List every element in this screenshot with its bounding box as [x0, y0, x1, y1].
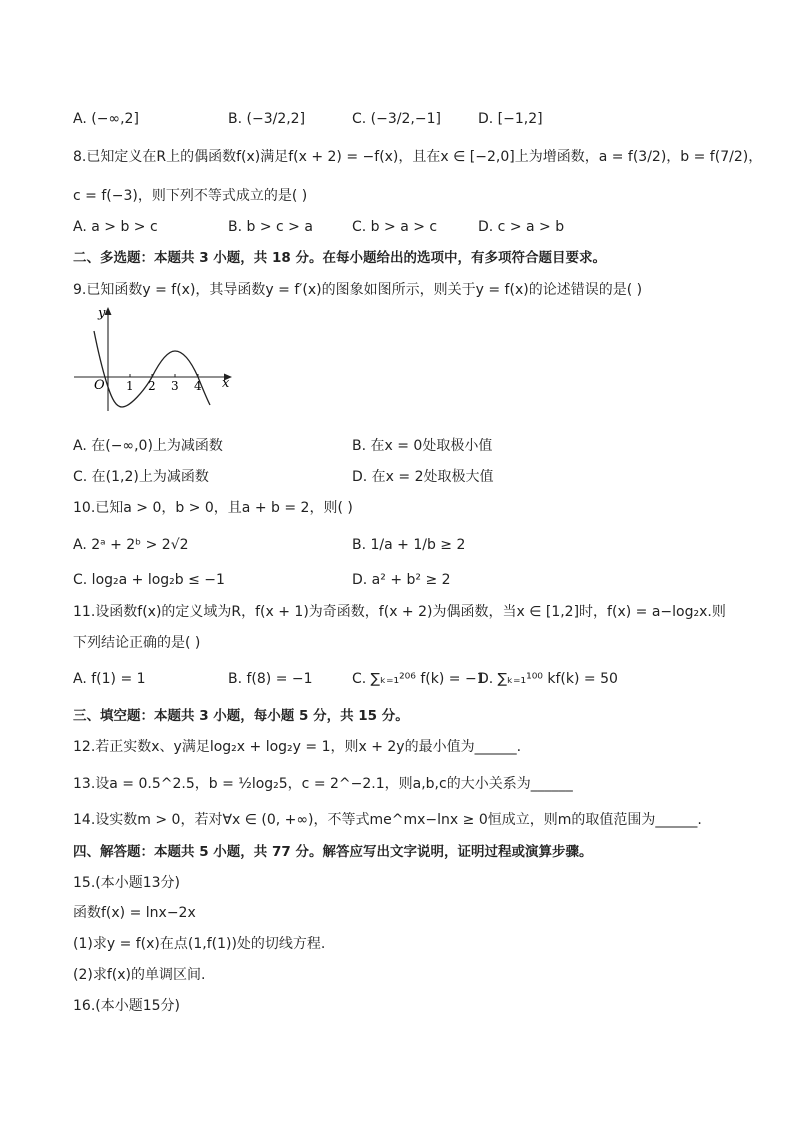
- q10-option-d: D. a² + b² ≥ 2: [352, 572, 451, 588]
- q8-stem-line2: c = f(−3)，则下列不等式成立的是( ): [73, 188, 308, 204]
- q13-stem: 13.设a = 0.5^2.5，b = ½log₂5，c = 2^−2.1，则a,b,c的大小关系为______: [73, 776, 573, 792]
- q9-option-d: D. 在x = 2处取极大值: [352, 469, 494, 485]
- section-heading-multiple-choice: 二、多选题：本题共 3 小题，共 18 分。在每小题给出的选项中，有多项符合题目要求。: [73, 250, 606, 266]
- q7-option-d: D. [−1,2]: [478, 111, 543, 127]
- q7-option-b: B. (−3/2,2]: [228, 111, 306, 127]
- y-axis-label: y: [98, 306, 106, 321]
- q11-stem-line1: 11.设函数f(x)的定义域为R，f(x + 1)为奇函数，f(x + 2)为偶函数，当x ∈ [1,2]时，f(x) = a−log₂x.则: [73, 604, 726, 620]
- q7-option-c: C. (−3/2,−1]: [352, 111, 441, 127]
- x-axis-label: x: [222, 376, 230, 391]
- q8-option-b: B. b > c > a: [228, 219, 313, 235]
- q11-option-b: B. f(8) = −1: [228, 671, 313, 687]
- q8-option-d: D. c > a > b: [478, 219, 565, 235]
- q10-stem: 10.已知a > 0，b > 0，且a + b = 2，则( ): [73, 500, 353, 516]
- q8-option-c: C. b > a > c: [352, 219, 438, 235]
- tick-label-4: 4: [194, 379, 202, 393]
- q11-option-d: D. ∑ₖ₌₁¹⁰⁰ kf(k) = 50: [478, 671, 618, 687]
- q10-option-c: C. log₂a + log₂b ≤ −1: [73, 572, 225, 588]
- q11-option-c: C. ∑ₖ₌₁²⁰⁶ f(k) = −1: [352, 671, 486, 687]
- section-heading-solutions: 四、解答题：本题共 5 小题，共 77 分。解答应写出文字说明，证明过程或演算步骤。: [73, 844, 593, 860]
- q9-option-c: C. 在(1,2)上为减函数: [73, 469, 209, 485]
- q7-option-a: A. (−∞,2]: [73, 111, 139, 127]
- section-heading-fill-in: 三、填空题：本题共 3 小题，每小题 5 分，共 15 分。: [73, 708, 409, 724]
- origin-label: O: [94, 378, 105, 393]
- q11-stem-line2: 下列结论正确的是( ): [73, 635, 201, 651]
- tick-label-2: 2: [148, 379, 156, 393]
- q9-stem: 9.已知函数y = f(x)，其导函数y = f′(x)的图象如图所示，则关于y = f(x)的论述错误的是( ): [73, 282, 643, 298]
- y-axis-arrow-icon: [105, 307, 112, 315]
- q10-option-a: A. 2ᵃ + 2ᵇ > 2√2: [73, 537, 189, 553]
- q12-stem: 12.若正实数x、y满足log₂x + log₂y = 1，则x + 2y的最小值为______.: [73, 739, 522, 755]
- q15-part2: (2)求f(x)的单调区间.: [73, 967, 206, 983]
- q9-option-b: B. 在x = 0处取极小值: [352, 438, 493, 454]
- q15-title: 15.(本小题13分): [73, 875, 181, 891]
- derivative-curve: [94, 331, 210, 407]
- q14-stem: 14.设实数m > 0，若对∀x ∈ (0, +∞)，不等式me^mx−lnx ≥ 0恒成立，则m的取值范围为______.: [73, 812, 702, 828]
- q8-option-a: A. a > b > c: [73, 219, 158, 235]
- q10-option-b: B. 1/a + 1/b ≥ 2: [352, 537, 466, 553]
- q15-function: 函数f(x) = lnx−2x: [73, 905, 196, 921]
- derivative-graph: [72, 303, 242, 413]
- tick-label-3: 3: [171, 379, 179, 393]
- q9-option-a: A. 在(−∞,0)上为减函数: [73, 438, 223, 454]
- q11-option-a: A. f(1) = 1: [73, 671, 146, 687]
- q8-stem-line1: 8.已知定义在R上的偶函数f(x)满足f(x + 2) = −f(x)，且在x ∈ [−2,0]上为增函数，a = f(3/2)，b = f(7/2)，: [73, 149, 763, 165]
- tick-label-1: 1: [126, 379, 134, 393]
- q15-part1: (1)求y = f(x)在点(1,f(1))处的切线方程.: [73, 936, 326, 952]
- q16-title: 16.(本小题15分): [73, 998, 181, 1014]
